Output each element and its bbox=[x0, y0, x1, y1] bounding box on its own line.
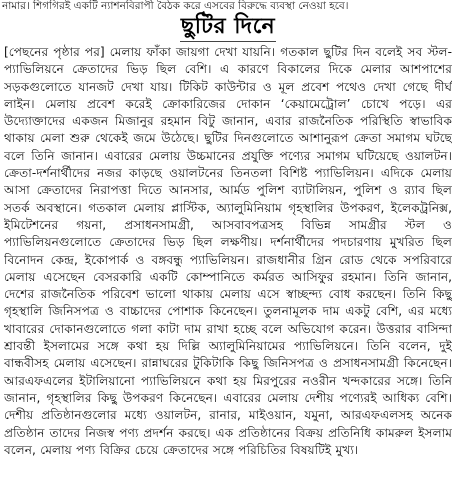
article-body bbox=[4, 44, 452, 478]
headline: ছুটির দিনে bbox=[180, 14, 276, 39]
previous-article-tail: নামার। শিগগিরই একটি ন্যাশনবিরাপী বৈঠক করে এসবের বিরুদ্ধে ব্যবস্থা নেওয়া হবে। bbox=[2, 0, 349, 12]
article-paragraph bbox=[4, 44, 452, 459]
continuation-tag: [পেছনের পৃষ্ঠার পর] bbox=[4, 45, 105, 59]
headline-divider bbox=[180, 41, 276, 42]
article-text: মেলায় ফাঁকা জায়গা দেখা যায়নি। গতকাল ছুটির দিন বলেই সব স্টল-প্যাভিলিয়নে ক্রেতাদের ভিড় ছিল বেশি। এ কারণে বিকালের দিকে মেলার আশপাশের সড়কগুলোতে যানজট দেখা যায়। টিকিট কাউন্টার ও মূল প্রবেশ পথেও দেখা গেছে দীর্ঘ লাইন। মেলায় প্রবেশ করেই ক্রোকারিজের দোকান ‘কেয়ামেট্রোল’ চোখে পড়ে। এর উদ্যোক্তাদের একজন মিজানুর রহমান বিটু জানান, এবার রাজনৈতিক পরিস্থিতি স্বাভাবিক থাকায় মেলা শুরু থেকেই জমে উঠেছে। ছুটির দিনগুলোতে আশানুরূপ ক্রেতা সমাগম ঘটছে বলে তিনি জানান। এবারের মেলায় উচ্চমানের প্রযুক্তি পণ্যের সমাগম ঘটিয়েছে ওয়ালটন। ক্রেতা-দর্শনার্থীদের নজর কাড়ছে ওয়ালটনের তিনতলা বিশিষ্ট প্যাভিলিয়ন। এদিকে মেলায় আসা ক্রেতাদের নিরাপত্তা দিতে আনসার, আর্মড পুলিশ ব্যাটালিয়ন, পুলিশ ও র‍্যাব ছিল সতর্ক অবস্থানে। গতকাল মেলায় প্লাস্টিক, অ্যালুমিনিয়াম গৃহস্থালির উপকরণ, ইলেকট্রনিক্স, ইমিটেশনের গয়না, প্রসাধনসামগ্রী, আসবাবপত্রসহ বিভিন্ন সামগ্রীর স্টল ও প্যাভিলিয়নগুলোতে ক্রেতাদের ভিড় ছিল লক্ষণীয়। দর্শনার্থীদের পদচারণায় মুখরিত ছিল বিনোদন কেন্দ্র, ইকোপার্ক ও বঙ্গবন্ধু প্যাভিলিয়ন। রাজধানীর গ্রিন রোড থেকে সপরিবারে মেলায় এসেছেন বেসরকারি একটি কোম্পানিতে কর্মরত আসিফুর রহমান। তিনি জানান, দেশের রাজনৈতিক পরিবেশ ভালো থাকায় মেলায় এসে স্বাচ্ছন্দ্য বোধ করছেন। তিনি কিছু গৃহস্থালি জিনিসপত্র ও বাচ্চাদের পোশাক কিনেছেন। তুলনামূলক দাম একটু বেশি, এর মধ্যে খাবারের দোকানগুলোতে গলা কাটা দাম রাখা হচ্ছে বলে অভিযোগ করেন। উত্তরার বাসিন্দা শ্রাবন্তী ইসলামের সঙ্গে কথা হয় দিল্লি অ্যালুমিনিয়ামের প্যাভিলিয়নে। তিনি বলেন, দুই বান্ধবীসহ মেলায় এসেছেন। রান্নাঘরের টুকিটাকি কিছু জিনিসপত্র ও প্রসাধনসামগ্রী কিনেছেন। আরএফএলের ইটালিয়ানো প্যাভিলিয়নে কথা হয় মিরপুরের নওরীন খন্দকারের সঙ্গে। তিনি জানান, গৃহস্থালির কিছু উপকরণ কিনেছেন। এবারের মেলায় দেশীয় পণ্যেরই আধিক্য বেশি। দেশীয় প্রতিষ্ঠানগুলোর মধ্যে ওয়ালটন, রানার, মাইওয়ান, যমুনা, আরএফএলসহ অনেক প্রতিষ্ঠান তাদের নিজস্ব পণ্য প্রদর্শন করছে। এক প্রতিষ্ঠানের বিক্রয় প্রতিনিধি কামরুল ইসলাম বলেন, মেলায় পণ্য বিক্রির চেয়ে ক্রেতাদের সঙ্গে পরিচিতির বিষয়টিই মুখ্য। bbox=[4, 45, 452, 457]
